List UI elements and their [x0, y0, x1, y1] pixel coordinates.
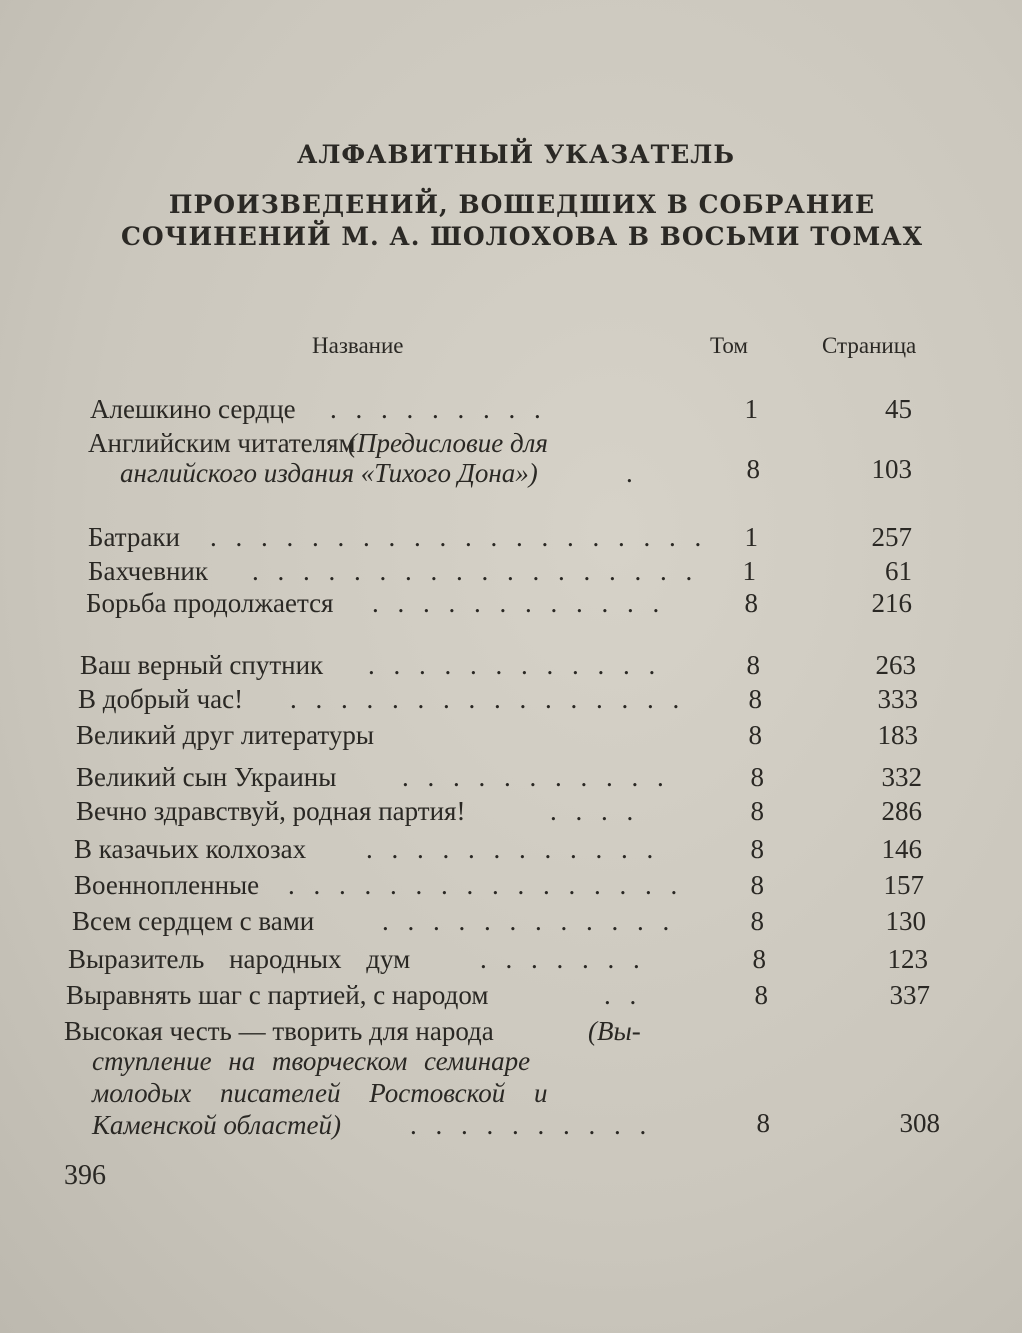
index-entry: [0, 870, 1000, 904]
entry-volume: 8: [752, 944, 766, 974]
entry-page: 263: [875, 650, 916, 680]
entry-page: 257: [871, 522, 912, 552]
entry-volume: 8: [756, 1108, 770, 1138]
index-entry: [0, 650, 1000, 684]
entry-title: Высокая честь — творить для народа: [64, 1016, 494, 1046]
entry-title: В казачьих колхозах: [74, 834, 307, 864]
index-entry: [0, 980, 1000, 1014]
entry-page: 146: [881, 834, 922, 864]
entry-title: Выравнять шаг с партией, с народом: [66, 980, 489, 1010]
index-title: АЛФАВИТНЫЙ УКАЗАТЕЛЬ: [296, 140, 736, 169]
index-entry: [0, 522, 1000, 556]
entry-page: 308: [899, 1108, 940, 1138]
entry-page: 61: [885, 556, 912, 586]
dot-leader: . . . . . . . . .: [330, 394, 547, 424]
index-entry: [0, 428, 1000, 492]
index-entry: [0, 796, 1000, 830]
dot-leader: . . . . . . . . . . . .: [366, 834, 660, 864]
entry-title: Алешкино сердце: [90, 394, 296, 424]
entry-volume: 1: [744, 522, 758, 552]
index-entry: [0, 684, 1000, 718]
entry-dot: .: [626, 458, 633, 488]
entry-volume: 8: [754, 980, 768, 1010]
entry-title: Батраки: [88, 522, 180, 552]
entry-title: Великий сын Украины: [76, 762, 337, 792]
entry-title: Всем сердцем с вами: [72, 906, 315, 936]
entry-page: 45: [885, 394, 912, 424]
dot-leader: . . . . . . . . . . . .: [382, 906, 676, 936]
index-entry: [0, 588, 1000, 622]
entry-title: Вечно здравствуй, родная партия!: [76, 796, 466, 826]
entry-page: 157: [883, 870, 924, 900]
entry-volume: 8: [750, 870, 764, 900]
dot-leader: . . . . . . . . . . . . . . . .: [288, 870, 684, 900]
entry-volume: 8: [750, 906, 764, 936]
dot-leader: . . . . . . . . . . . . . . . . . .: [252, 556, 699, 586]
entry-title: Бахчевник: [88, 556, 208, 586]
index-entry: [0, 720, 1000, 754]
entry-page: 123: [887, 944, 928, 974]
dot-leader: . . . . . . .: [480, 944, 646, 974]
entry-note-line3: молодых писателей Ростовской и: [92, 1078, 548, 1108]
entry-page: 183: [877, 720, 918, 750]
entry-page: 286: [881, 796, 922, 826]
entry-title: Ваш верный спутник: [80, 650, 324, 680]
entry-page: 333: [877, 684, 918, 714]
entry-volume: 1: [742, 556, 756, 586]
entry-volume: 8: [748, 720, 762, 750]
entry-page: 130: [885, 906, 926, 936]
entry-volume: 8: [748, 684, 762, 714]
entry-volume: 8: [746, 454, 760, 484]
dot-leader: . . . . . . . . . . . . . . . .: [290, 684, 686, 714]
entry-volume: 1: [744, 394, 758, 424]
dot-leader: . . . . . . . . . .: [410, 1110, 653, 1140]
index-entry: [0, 1016, 1000, 1146]
entry-title: Английским читателям: [88, 428, 356, 458]
entry-note-line2: английского издания «Тихого Дона»): [120, 458, 538, 488]
index-entry: [0, 906, 1000, 940]
entry-page: 103: [871, 454, 912, 484]
column-header-name: Название: [312, 333, 404, 358]
dot-leader: . . . . . . . . . . . .: [372, 588, 666, 618]
entry-title: Борьба продолжается: [86, 588, 334, 618]
entry-volume: 8: [746, 650, 760, 680]
entry-volume: 8: [750, 762, 764, 792]
dot-leader: . . . .: [550, 796, 640, 826]
index-subtitle-line1: ПРОИЗВЕДЕНИЙ, ВОШЕДШИХ В СОБРАНИЕ: [168, 190, 876, 219]
entry-volume: 8: [750, 834, 764, 864]
dot-leader: . .: [604, 980, 643, 1010]
index-entry: [0, 394, 1000, 428]
index-entry: [0, 762, 1000, 796]
entry-title: В добрый час!: [78, 684, 244, 714]
index-entry: [0, 556, 1000, 590]
entry-note-line4: Каменской областей): [92, 1110, 341, 1140]
index-entry: [0, 944, 1000, 978]
page-number: 396: [64, 1160, 106, 1191]
dot-leader: . . . . . . . . . . . .: [368, 650, 662, 680]
entry-title: Военнопленные: [74, 870, 260, 900]
entry-volume: 8: [744, 588, 758, 618]
entry-title: Великий друг литературы: [76, 720, 374, 750]
entry-page: 337: [889, 980, 930, 1010]
entry-note-line2: ступление на творческом семинаре: [92, 1046, 531, 1076]
entry-volume: 8: [750, 796, 764, 826]
index-entry: [0, 834, 1000, 868]
entry-note: (Предисловие для: [348, 428, 548, 458]
entry-note: (Вы-: [588, 1016, 641, 1046]
dot-leader: . . . . . . . . . . .: [402, 762, 670, 792]
column-header-volume: Том: [710, 333, 748, 358]
entry-page: 216: [871, 588, 912, 618]
dot-leader: . . . . . . . . . . . . . . . . . . . .: [210, 522, 708, 552]
entry-title: Выразитель народных дум: [68, 944, 411, 974]
index-subtitle-line2: СОЧИНЕНИЙ М. А. ШОЛОХОВА В ВОСЬМИ ТОМАХ: [120, 222, 924, 251]
entry-page: 332: [881, 762, 922, 792]
column-header-page: Страница: [822, 333, 917, 358]
